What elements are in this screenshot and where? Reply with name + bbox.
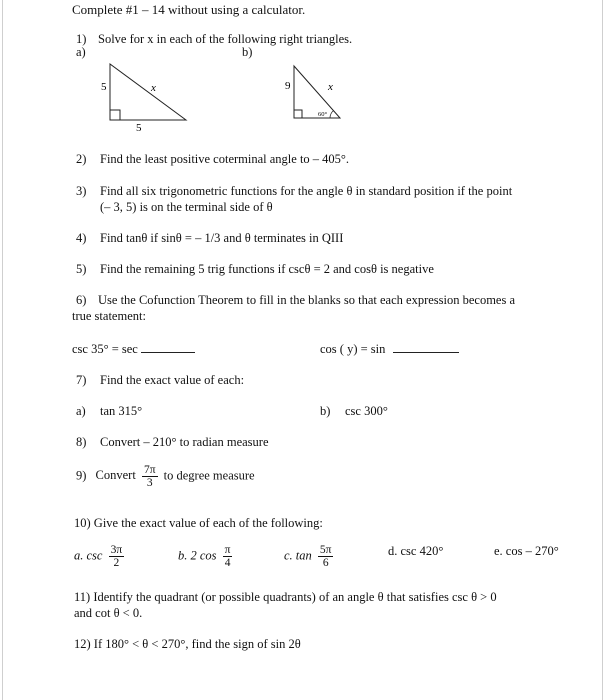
q3-number: 3) (76, 184, 87, 198)
q12-text: 12) If 180° < θ < 270°, find the sign of sin 2θ (74, 637, 301, 651)
q7-part-b-expression: csc 300° (345, 404, 388, 418)
q10-part-a-prefix: a. csc (74, 548, 103, 563)
q10-text: 10) Give the exact value of each of the following: (74, 516, 323, 530)
q9-line (76, 464, 255, 489)
triangle-b-angle-label: 60° (318, 111, 328, 118)
q10-part-c-numerator: 5π (319, 544, 332, 556)
q6-right-blank (393, 342, 459, 353)
q4-text: Find tanθ if sinθ = – 1/3 and θ terminates in QIII (100, 231, 344, 245)
q10-part-d: d. csc 420° (388, 544, 444, 558)
q3-text-line1: Find all six trigonometric functions for the angle θ in standard position if the point (100, 184, 513, 198)
q6-text-line1: Use the Cofunction Theorem to fill in the blanks so that each expression becomes a (98, 293, 516, 307)
q10-part-b-numerator: π (224, 544, 231, 556)
q4-number: 4) (76, 231, 87, 245)
q3-text-line2: (– 3, 5) is on the terminal side of θ (100, 200, 273, 214)
triangle-b-figure (280, 60, 360, 125)
q6-text-line2: true statement: (72, 309, 146, 323)
q10-part-c-denominator: 6 (322, 557, 329, 570)
q10-part-c-prefix: c. tan (284, 548, 312, 563)
right-page-edge (602, 0, 603, 700)
triangle-b-angle-arc (330, 111, 334, 119)
q10-part-a-fraction (109, 544, 125, 569)
q9-number: 9) (76, 468, 87, 483)
q10-part-a-denominator: 2 (113, 557, 120, 570)
q9-pre-text: Convert (95, 468, 136, 483)
triangle-a-hypotenuse-label: x (151, 82, 156, 94)
q11-text-line2: and cot θ < 0. (74, 606, 143, 620)
q6-left-expression: csc 35° = sec (72, 342, 138, 356)
q5-number: 5) (76, 262, 87, 276)
worksheet-header: Complete #1 – 14 without using a calculator. (72, 2, 306, 17)
q11-text-line1: 11) Identify the quadrant (or possible quadrants) of an angle θ that satisfies csc θ > 0 (74, 590, 497, 604)
q7-part-a-label: a) (76, 404, 86, 418)
q10-part-b (178, 544, 235, 569)
triangle-a-right-angle-marker (110, 110, 120, 120)
q7-part-b-label: b) (320, 404, 331, 418)
q8-number: 8) (76, 435, 87, 449)
q9-fraction-denominator: 3 (146, 477, 153, 490)
q10-part-a-numerator: 3π (110, 544, 123, 556)
q7-part-a-expression: tan 315° (100, 404, 143, 418)
q9-post-text: to degree measure (163, 468, 255, 483)
q1-part-b-label: b) (242, 45, 253, 59)
q6-left-statement (72, 342, 195, 357)
q10-part-e: e. cos – 270° (494, 544, 559, 558)
q1-part-a-label: a) (76, 45, 86, 59)
q1-text: Solve for x in each of the following right triangles. (98, 32, 353, 46)
q2-number: 2) (76, 152, 87, 166)
q8-text: Convert – 210° to radian measure (100, 435, 269, 449)
q9-fraction (142, 464, 158, 489)
q10-part-c-fraction (318, 544, 334, 569)
q6-number: 6) (76, 293, 87, 307)
left-page-edge (2, 0, 3, 700)
q1-number: 1) (76, 32, 87, 46)
q2-text: Find the least positive coterminal angle to – 405°. (100, 152, 350, 166)
triangle-b-hypotenuse-label: x (328, 81, 333, 93)
triangle-a-shape (110, 64, 186, 120)
triangle-a-bottom-side-label: 5 (136, 122, 142, 134)
q10-part-c (284, 544, 336, 569)
triangle-a-figure (90, 58, 205, 138)
q7-text: Find the exact value of each: (100, 373, 245, 387)
q10-part-b-prefix: b. 2 cos (178, 548, 217, 563)
q6-left-blank (141, 342, 195, 353)
q7-number: 7) (76, 373, 87, 387)
triangle-a-left-side-label: 5 (101, 81, 107, 93)
q9-fraction-numerator: 7π (143, 464, 156, 476)
triangle-b-left-side-label: 9 (285, 80, 291, 92)
q6-right-expression: cos ( y) = sin (320, 342, 386, 356)
q10-part-b-fraction (223, 544, 233, 569)
q5-text: Find the remaining 5 trig functions if cscθ = 2 and cosθ is negative (100, 262, 434, 276)
q10-part-b-denominator: 4 (224, 557, 231, 570)
q10-part-a (74, 544, 127, 569)
q6-right-statement (320, 342, 459, 357)
triangle-b-right-angle-marker (294, 110, 302, 118)
